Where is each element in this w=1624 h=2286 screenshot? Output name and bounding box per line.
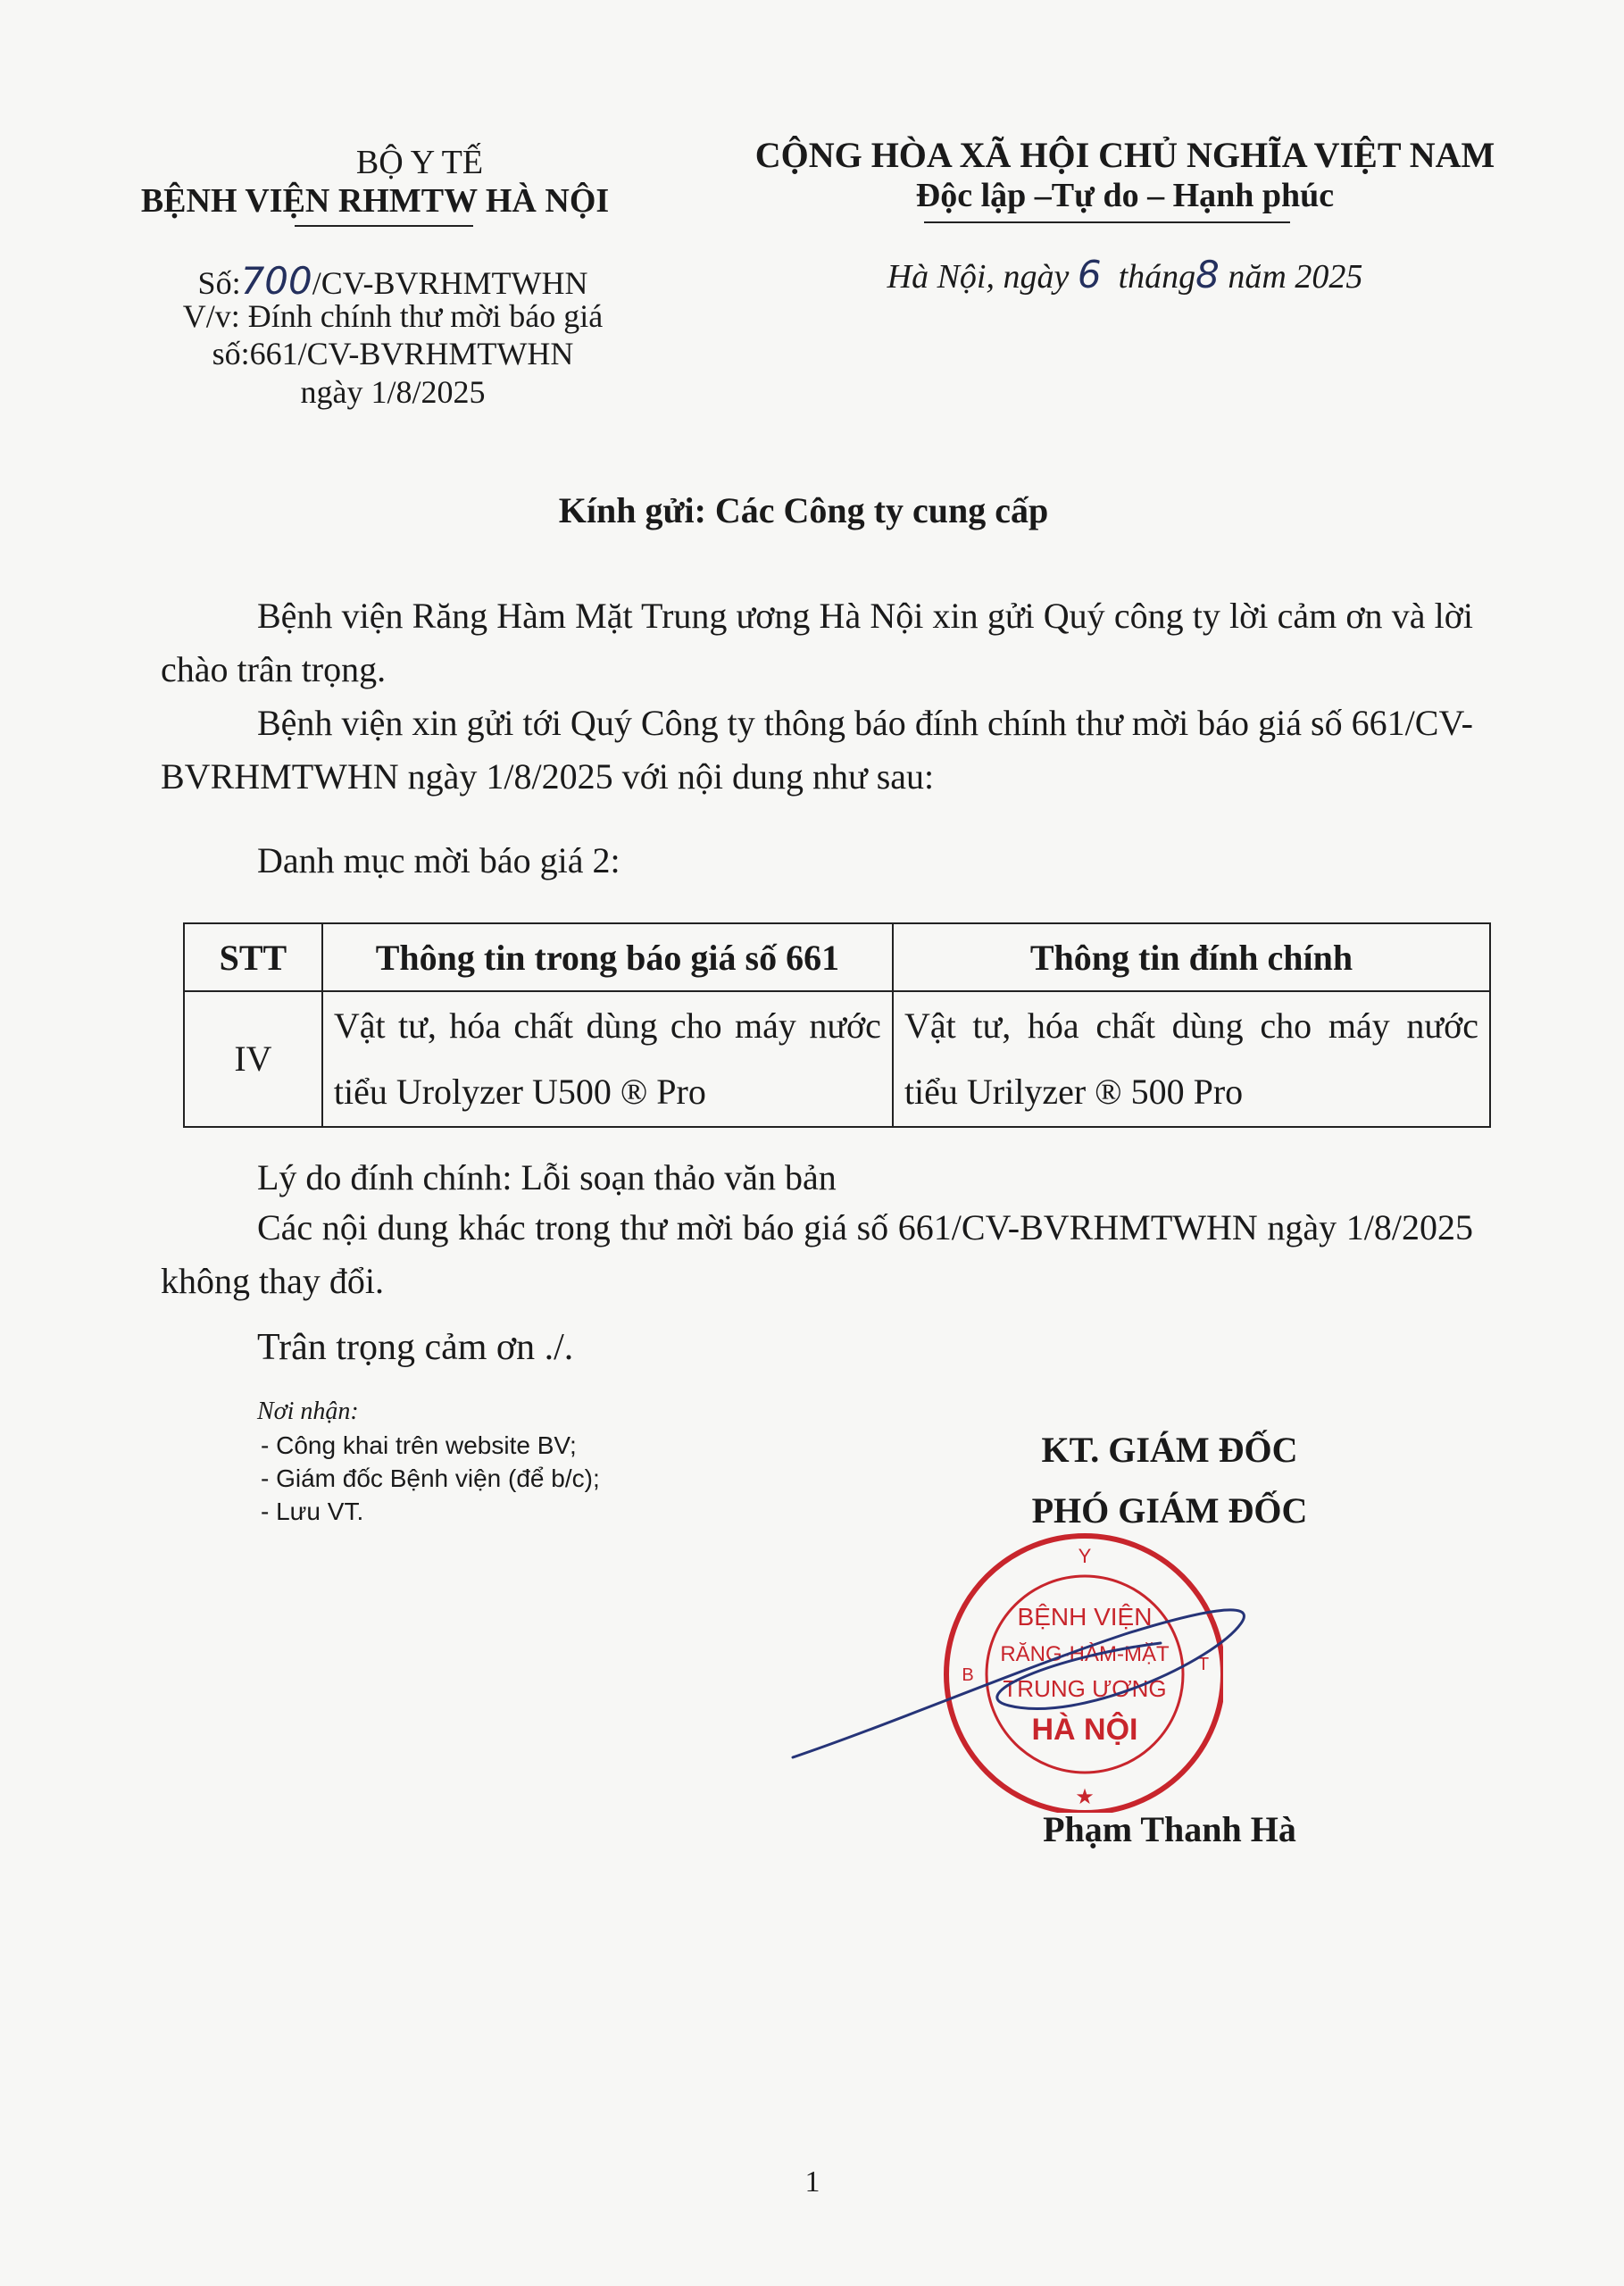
- date-month-label: tháng: [1118, 258, 1196, 296]
- seal-ring-left: B: [962, 1665, 974, 1685]
- header-corrected: Thông tin đính chính: [893, 923, 1490, 991]
- subject-line-3: ngày 1/8/2025: [300, 374, 486, 410]
- document-number: [143, 259, 643, 303]
- table-row: [184, 991, 1490, 1127]
- page-number: 1: [804, 2165, 820, 2198]
- date-month: 8: [1195, 253, 1220, 296]
- number-prefix: Số:: [197, 265, 241, 301]
- cell-stt: IV: [184, 991, 322, 1127]
- subject-line-2: số:661/CV-BVRHMTWHN: [212, 336, 574, 371]
- cell-original: Vật tư, hóa chất dùng cho máy nước tiểu Urolyzer U500 ® Pro: [322, 991, 893, 1127]
- recipients-title: Nơi nhận:: [257, 1397, 359, 1425]
- seal-ring-top: Y: [1078, 1545, 1092, 1567]
- paragraph-unchanged: Các nội dung khác trong thư mời báo giá số 661/CV-BVRHMTWHN ngày 1/8/2025 không thay đổi.: [161, 1207, 1473, 1301]
- hospital-name: BỆNH VIỆN RHMTW HÀ NỘI: [140, 182, 610, 220]
- salutation: Kính gửi: Các Công ty cung cấp: [558, 490, 1049, 530]
- number-handwritten: 700: [240, 259, 312, 303]
- subject-line-1: V/v: Đính chính thư mời báo giá: [182, 298, 604, 334]
- signer-name: Phạm Thanh Hà: [1043, 1809, 1296, 1849]
- date-day: 6: [1077, 253, 1102, 296]
- paragraph-notice: Bệnh viện xin gửi tới Quý Công ty thông báo đính chính thư mời báo giá số 661/CV-BVRHMTWHN ngày 1/8/2025 với nội dung như sau:: [161, 703, 1473, 797]
- date-prefix: Hà Nội, ngày: [887, 258, 1070, 296]
- signature-scribble: [786, 1572, 1268, 1768]
- motto-underline: [924, 221, 1290, 223]
- cell-corrected: Vật tư, hóa chất dùng cho máy nước tiểu Urilyzer ® 500 Pro: [893, 991, 1490, 1127]
- seal-ring-right: T: [1197, 1655, 1210, 1674]
- hospital-underline: [295, 225, 473, 227]
- recipient-item: - Công khai trên website BV;: [261, 1431, 577, 1459]
- date-line: [679, 253, 1571, 296]
- paragraph-intro: Bệnh viện Răng Hàm Mặt Trung ương Hà Nội xin gửi Quý công ty lời cảm ơn và lời chào trân trọng.: [161, 596, 1473, 689]
- ministry-name: BỘ Y TẾ: [355, 144, 484, 181]
- header-original: Thông tin trong báo giá số 661: [322, 923, 893, 991]
- signature-role-1: KT. GIÁM ĐỐC: [1041, 1430, 1298, 1470]
- date-year-label: năm 2025: [1228, 258, 1363, 296]
- republic-title: CỘNG HÒA XÃ HỘI CHỦ NGHĨA VIỆT NAM: [754, 135, 1495, 175]
- seal-line-2: RĂNG-HÀM-MẶT: [1000, 1642, 1170, 1666]
- table-header-row: [184, 923, 1490, 991]
- recipient-item: - Lưu VT.: [261, 1498, 364, 1525]
- recipient-item: - Giám đốc Bệnh viện (để b/c);: [261, 1464, 600, 1492]
- seal-star-icon: ★: [1075, 1784, 1095, 1809]
- number-suffix: /CV-BVRHMTWHN: [312, 265, 588, 301]
- list-label: Danh mục mời báo giá 2:: [257, 840, 620, 880]
- seal-line-3: TRUNG ƯƠNG: [1003, 1675, 1167, 1702]
- correction-reason: Lý do đính chính: Lỗi soạn thảo văn bản: [257, 1157, 837, 1197]
- signature-role-2: PHÓ GIÁM ĐỐC: [1031, 1490, 1308, 1531]
- closing-thanks: Trân trọng cảm ơn ./.: [257, 1327, 574, 1368]
- seal-line-1: BỆNH VIỆN: [1017, 1603, 1153, 1631]
- header-stt: STT: [184, 923, 322, 991]
- seal-line-4: HÀ NỘI: [1031, 1713, 1138, 1747]
- national-motto: Độc lập –Tự do – Hạnh phúc: [915, 177, 1335, 214]
- correction-table: [183, 922, 1491, 1128]
